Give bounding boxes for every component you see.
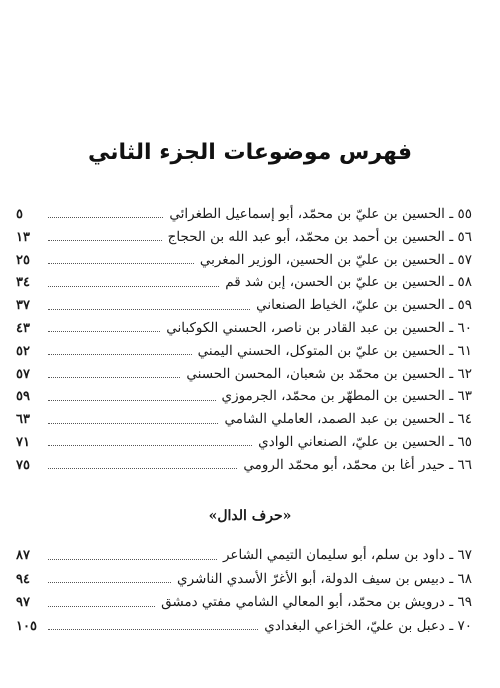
entry-page-number: ١٣: [16, 229, 30, 245]
entry-number: ٥٨ ـ: [449, 274, 472, 291]
entry-page-number: ٩٤: [16, 571, 30, 587]
toc-entry: [16, 544, 472, 568]
section-heading: «حرف الدال»: [208, 508, 292, 524]
entry-title: الحسين بن عليّ بن الحسين، الوزير المغربي: [199, 251, 445, 268]
entry-page-number: ٧١: [16, 434, 30, 450]
entry-number: ٧٠ ـ: [449, 617, 472, 634]
entry-title: الحسين بن أحمد بن محمّد، أبو عبد الله بن الحجاج: [167, 228, 445, 245]
toc-entry: [16, 568, 472, 592]
dot-leader: [48, 558, 217, 560]
toc-list-dal: [0, 544, 500, 638]
dot-leader: [48, 262, 194, 264]
toc-entry: [16, 615, 472, 639]
page-title: فهرس موضوعات الجزء الثاني: [88, 140, 412, 165]
dot-leader: [48, 376, 180, 378]
entry-number: ٦٤ ـ: [449, 411, 472, 428]
toc-entry: [16, 226, 472, 249]
dot-leader: [48, 330, 160, 332]
entry-title: الحسين بن المطهّر بن محمّد، الجرموزي: [221, 388, 445, 405]
dot-leader: [48, 605, 155, 607]
entry-number: ٦٥ ـ: [449, 433, 472, 450]
toc-entry: [16, 385, 472, 408]
dot-leader: [48, 216, 163, 218]
entry-title: دعبل بن عليّ، الخزاعي البغدادي: [264, 617, 445, 634]
toc-entry: [16, 591, 472, 615]
entry-page-number: ٣٧: [16, 298, 30, 314]
dot-leader: [48, 399, 216, 401]
entry-title: الحسين بن عليّ بن الحسن، إبن شد قم: [225, 274, 445, 291]
dot-leader: [48, 308, 250, 310]
entry-page-number: ٥٩: [16, 389, 30, 405]
entry-number: ٦٠ ـ: [449, 319, 472, 336]
toc-entry: [16, 294, 472, 317]
dot-leader: [48, 239, 162, 241]
entry-title: الحسين بن عليّ، الصنعاني الوادي: [258, 433, 445, 450]
dot-leader: [48, 285, 219, 287]
entry-page-number: ٢٥: [16, 252, 30, 268]
dot-leader: [48, 422, 218, 424]
entry-page-number: ٣٤: [16, 275, 30, 291]
entry-title: دبيس بن سيف الدولة، أبو الأغرّ الأسدي الناشري: [177, 570, 445, 587]
entry-page-number: ٥٢: [16, 343, 30, 359]
entry-title: داود بن سلم، أبو سليمان التيمي الشاعر: [222, 547, 445, 563]
toc-entry: [16, 408, 472, 431]
dot-leader: [48, 628, 258, 630]
entry-page-number: ٨٧: [16, 548, 30, 563]
entry-number: ٦١ ـ: [449, 342, 472, 359]
entry-page-number: ٤٣: [16, 320, 30, 336]
toc-entry: [16, 203, 472, 226]
toc-entry: [16, 431, 472, 454]
entry-title: الحسين بن عليّ بن محمّد، أبو إسماعيل الطغرائي: [169, 206, 445, 222]
toc-entry: [16, 340, 472, 363]
entry-title: الحسين بن عبد القادر بن ناصر، الحسني الكوكباني: [166, 319, 445, 336]
dot-leader: [48, 581, 171, 583]
entry-number: ٥٥ ـ: [449, 206, 472, 222]
toc-entry: [16, 454, 472, 477]
toc-entry: [16, 271, 472, 294]
entry-number: ٦٧ ـ: [449, 547, 472, 563]
entry-number: ٥٩ ـ: [449, 297, 472, 314]
entry-page-number: ٩٧: [16, 595, 30, 610]
toc-entry: [16, 249, 472, 272]
entry-page-number: ٥٧: [16, 366, 30, 382]
toc-list: [0, 203, 500, 477]
entry-page-number: ١٠٥: [16, 618, 37, 634]
entry-number: ٦٣ ـ: [449, 388, 472, 405]
entry-number: ٦٩ ـ: [449, 594, 472, 610]
entry-title: الحسين بن عليّ، الخياط الصنعاني: [256, 297, 445, 314]
entry-page-number: ٥: [16, 207, 23, 222]
entry-title: الحسين بن عليّ بن المتوكل، الحسني اليمني: [197, 342, 445, 359]
entry-title: الحسين بن عبد الصمد، العاملي الشامي: [224, 411, 445, 428]
entry-number: ٦٦ ـ: [449, 456, 472, 473]
entry-number: ٥٧ ـ: [449, 251, 472, 268]
entry-title: حيدر أغا بن محمّد، أبو محمّد الرومي: [243, 456, 445, 473]
entry-title: الحسين بن محمّد بن شعبان، المحسن الحسني: [186, 365, 445, 382]
toc-entry: [16, 317, 472, 340]
entry-number: ٦٢ ـ: [449, 365, 472, 382]
dot-leader: [48, 444, 252, 446]
dot-leader: [48, 353, 192, 355]
toc-entry: [16, 363, 472, 386]
entry-page-number: ٦٣: [16, 412, 30, 428]
entry-number: ٥٦ ـ: [449, 228, 472, 245]
entry-page-number: ٧٥: [16, 457, 30, 473]
entry-number: ٦٨ ـ: [449, 570, 472, 587]
dot-leader: [48, 467, 237, 469]
entry-title: درويش بن محمّد، أبو المعالي الشامي مفتي دمشق: [161, 594, 445, 610]
